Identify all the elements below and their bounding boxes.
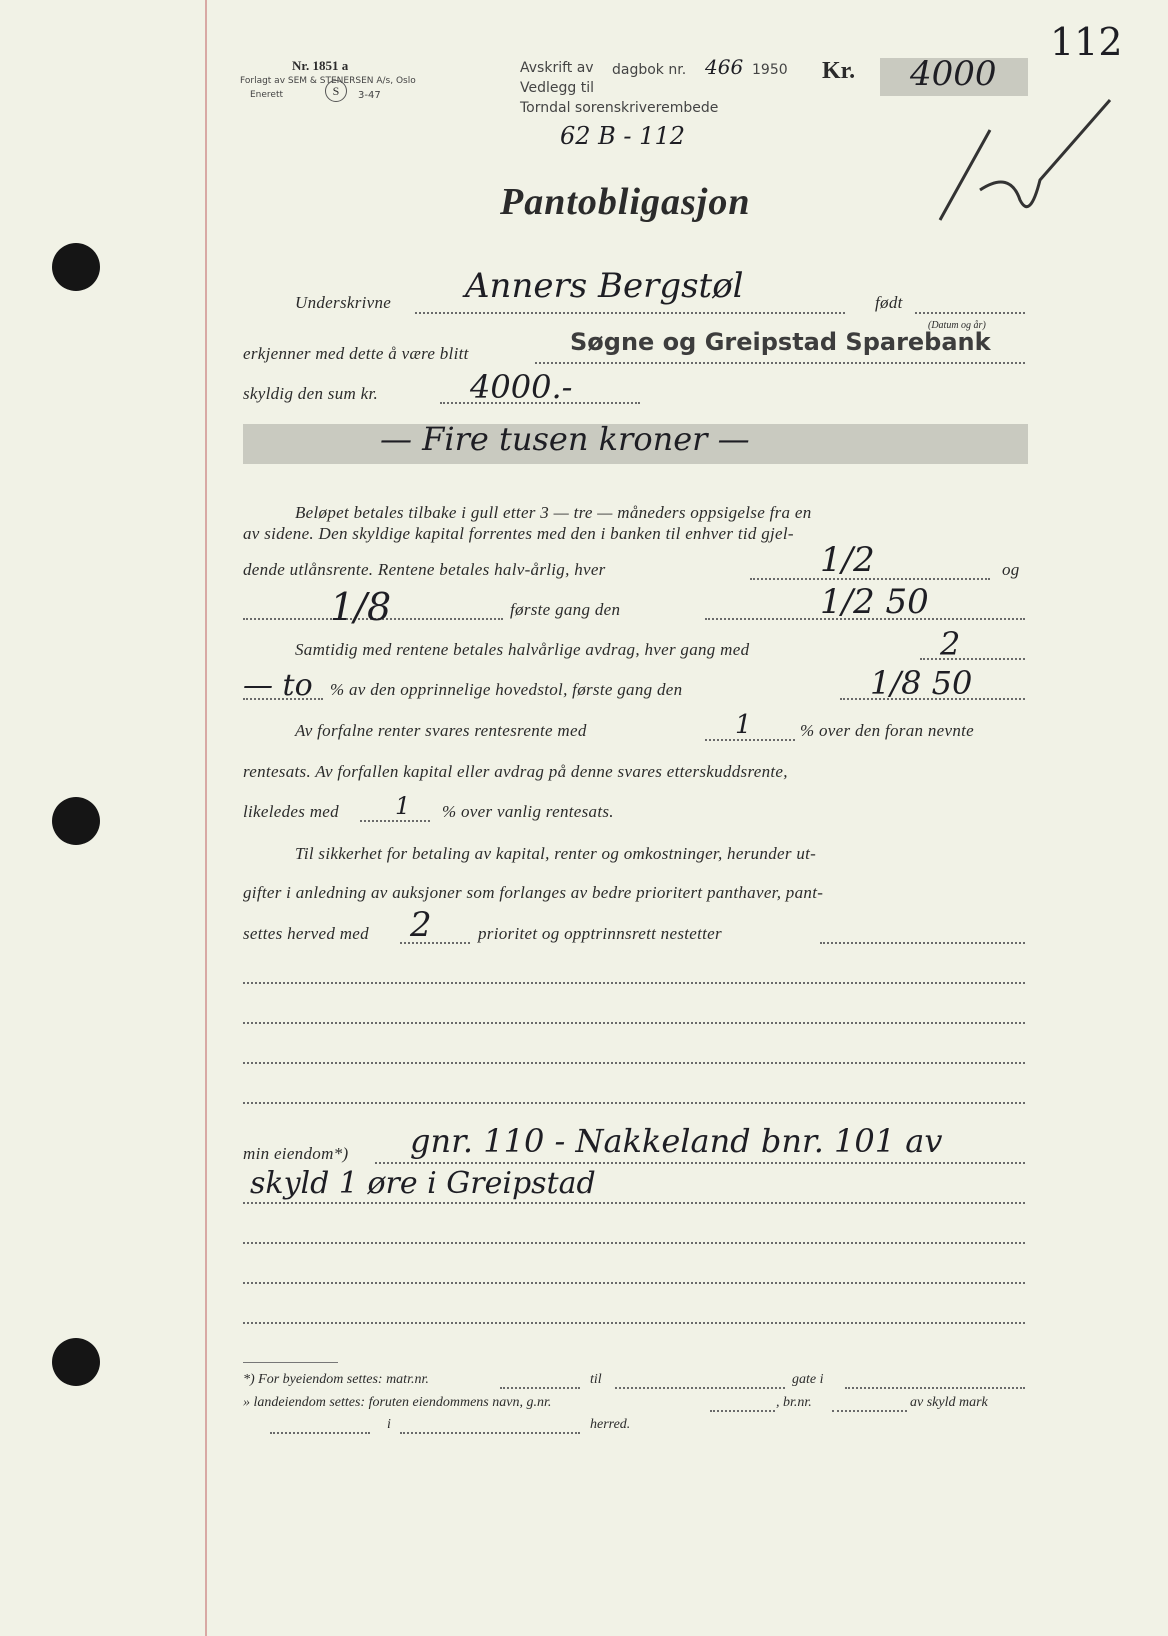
journal-year: 1950 [752,62,788,78]
datum-hint: (Datum og år) [928,320,986,331]
footnote-dots [400,1432,580,1434]
office-label: Torndal sorenskriverembede [520,100,719,116]
footnote-dots [500,1387,580,1389]
footnote-line-1c: gate i [792,1372,824,1387]
journal-number: 466 [705,55,744,79]
body-line-11: gifter i anledning av auksjoner som forlanges av bedre prioritert panthaver, pant- [243,883,824,902]
publisher-logo: S [325,80,347,102]
blank-line [243,1102,1025,1104]
document-title: Pantobligasjon [500,181,751,223]
footnote-line-2b: , br.nr. [776,1395,812,1410]
initials-scribble [920,90,1120,240]
footnote-line-1b: til [590,1372,602,1387]
attachment-label: Vedlegg til [520,80,594,96]
blank-line [243,1062,1025,1064]
punch-hole [52,243,100,291]
journal-label: dagbok nr. [612,62,687,78]
eiendom-value-2: skyld 1 øre i Greipstad [250,1166,596,1201]
reference-number: 62 B - 112 [560,122,685,150]
kr-amount: 4000 [910,54,997,94]
publisher-line: Forlagt av SEM & STENERSEN A/s, Oslo [240,76,416,86]
blank-line [243,982,1025,984]
body-line-5: Samtidig med rentene betales halvårlige avdrag, hver gang med [295,640,750,659]
underskrivne-value: Anners Bergstøl [465,266,744,306]
priority-value: 2 [410,905,432,945]
body-line-6: % av den opprinnelige hovedstol, første gang den [330,680,683,699]
eiendom-label: min eiendom*) [243,1144,349,1163]
kr-label: Kr. [822,58,856,84]
default-interest: 1 [395,792,411,820]
skyldig-label: skyldig den sum kr. [243,384,379,403]
creditor-stamp: Søgne og Greipstad Sparebank [570,328,991,356]
body-line-9a: likeledes med [243,802,339,821]
line9-dots [360,820,430,822]
punch-hole [52,797,100,845]
copy-of-label: Avskrift av [520,60,594,76]
footnote-dots [845,1387,1025,1389]
interest-date-a: 1/8 [330,585,392,629]
punch-hole [52,1338,100,1386]
first-installment-date: 1/8 50 [870,664,973,702]
footnote-dots [832,1410,907,1412]
body-line-7b: % over den foran nevnte [800,721,975,740]
body-line-10: Til sikkerhet for betaling av kapital, renter og omkostninger, herunder ut- [295,844,817,863]
underskrivne-label: Underskrivne [295,293,392,312]
line3-og: og [1002,560,1020,579]
footnote-dots [710,1410,775,1412]
sum-value: 4000.- [470,368,573,406]
line5-dots [920,658,1025,660]
page-number: 112 [1050,20,1123,64]
underskrivne-dots [415,312,845,314]
footnote-line-2a: » landeiendom settes: foruten eiendommens navn, g.nr. [243,1395,552,1410]
interest-interval: 1/2 [820,540,875,580]
first-interest-date: 1/2 50 [820,582,929,622]
blank-line [243,1022,1025,1024]
body-line-1: Beløpet betales tilbake i gull etter 3 — tre — måneders oppsigelse fra en [295,503,812,522]
installment-percent: — to [243,668,313,703]
body-line-12a: settes herved med [243,924,369,943]
eiendom-value: gnr. 110 - Nakkeland bnr. 101 av [410,1122,943,1160]
body-line-8: rentesats. Av forfallen kapital eller avdrag på denne svares etterskuddsrente, [243,762,788,781]
eiendom-dots [375,1162,1025,1164]
installment-count: 2 [940,625,961,663]
body-line-9b: % over vanlig rentesats. [442,802,614,821]
edition: 3-47 [358,90,381,101]
line12-dots-b [820,942,1025,944]
body-line-3: dende utlånsrente. Rentene betales halv-årlig, hver [243,560,606,579]
erkjenner-label: erkjenner med dette å være blitt [243,344,469,363]
creditor-dots [535,362,1025,364]
sum-words: — Fire tusen kroner — [380,420,750,458]
blank-line [243,1282,1025,1284]
fodt-dots [915,312,1025,314]
body-line-12b: prioritet og opptrinnsrett nestetter [478,924,722,943]
margin-rule [205,0,207,1636]
footnote-line-2c: av skyld mark [910,1395,988,1410]
body-line-2: av sidene. Den skyldige kapital forrentes med den i banken til enhver tid gjel- [243,524,794,543]
footnote-dots [615,1387,785,1389]
form-number: Nr. 1851 a [292,58,349,73]
footnote-line-3a: i [387,1417,391,1432]
publisher-enerett: Enerett [250,90,284,100]
footnote-line-1a: *) For byeiendom settes: matr.nr. [243,1372,429,1387]
line4-label: første gang den [510,600,621,619]
blank-line [243,1242,1025,1244]
compound-interest: 1 [735,710,752,740]
footnote-line-3b: herred. [590,1417,631,1432]
fodt-label: født [875,293,903,312]
footnote-rule [243,1362,338,1363]
footnote-dots [270,1432,370,1434]
blank-line [243,1322,1025,1324]
body-line-7a: Av forfalne renter svares rentesrente med [295,721,587,740]
eiendom-dots-2 [243,1202,1025,1204]
